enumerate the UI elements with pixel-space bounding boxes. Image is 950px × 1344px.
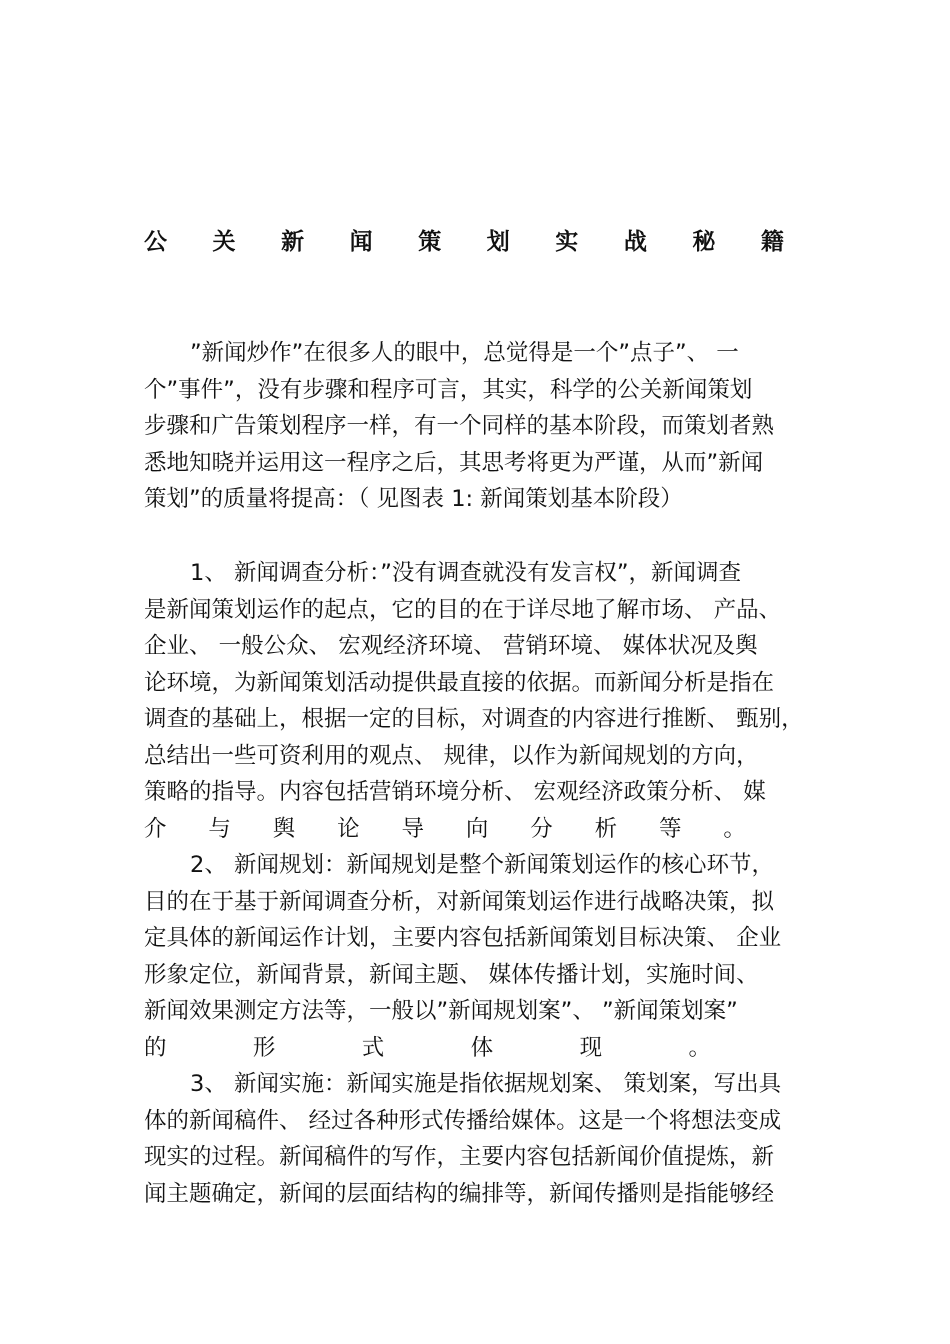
- paragraph-line: 3、 新闻实施：新闻实施是指依据规划案、 策划案，写出具: [190, 1071, 782, 1097]
- justified-char: 。: [688, 1034, 711, 1061]
- title-char: 闻: [349, 229, 373, 255]
- title-char: 秘: [692, 229, 716, 255]
- justified-char: 形: [252, 1034, 276, 1061]
- paragraph-line: 体的新闻稿件、 经过各种形式传播给媒体。这是一个将想法变成: [144, 1107, 782, 1134]
- paragraph-line: ”新闻炒作”在很多人的眼中，总觉得是一个”点子”、 一: [190, 340, 739, 366]
- paragraph-line: 现实的过程。新闻稿件的写作，主要内容包括新闻价值提炼，新: [144, 1144, 775, 1170]
- justified-char: 。: [723, 815, 746, 842]
- title-char: 关: [212, 229, 236, 255]
- title-char: 公: [144, 229, 167, 255]
- justified-char: 舆: [272, 815, 296, 842]
- paragraph-line: 1、 新闻调查分析：”没有调查就没有发言权”，新闻调查: [190, 560, 742, 586]
- paragraph-line: 目的在于基于新闻调查分析，对新闻策划运作进行战略决策，拟: [144, 888, 775, 915]
- justified-char: 论: [337, 815, 360, 842]
- justified-char: 析: [594, 815, 618, 842]
- paragraph-line: 定具体的新闻运作计划，主要内容包括新闻策划目标决策、 企业: [144, 925, 782, 951]
- intro-paragraph: [144, 335, 806, 518]
- title-char: 新: [281, 229, 305, 255]
- title-char: 实: [555, 229, 579, 255]
- paragraph-line: 闻主题确定，新闻的层面结构的编排等，新闻传播则是指能够经: [144, 1180, 775, 1207]
- paragraph-line: 调查的基础上，根据一定的目标，对调查的内容进行推断、 甄别，: [144, 706, 804, 732]
- paragraph-line-justified: [144, 811, 806, 848]
- paragraph-line: 总结出一些可资利用的观点、 规律，以作为新闻规划的方向，: [144, 742, 759, 769]
- title-char: 策: [418, 229, 442, 255]
- paragraph-line: 形象定位，新闻背景，新闻主题、 媒体传播计划，实施时间、: [144, 961, 759, 988]
- title-char: 划: [486, 229, 510, 255]
- section-3-paragraph: [144, 1066, 806, 1212]
- paragraph-line: 2、 新闻规划：新闻规划是整个新闻策划运作的核心环节，: [190, 852, 774, 878]
- title-char: 战: [623, 229, 647, 255]
- paragraph-line: 策略的指导。内容包括营销环境分析、 宏观经济政策分析、 媒: [144, 779, 766, 805]
- paragraph-line: 个”事件”，没有步骤和程序可言，其实，科学的公关新闻策划: [144, 376, 753, 403]
- justified-char: 分: [530, 815, 553, 842]
- title-char: 籍: [760, 229, 784, 255]
- paragraph-line: 策划”的质量将提高：（ 见图表 1: 新闻策划基本阶段）: [144, 486, 683, 512]
- justified-char: 式: [361, 1034, 385, 1061]
- justified-char: 与: [208, 815, 231, 842]
- paragraph-line: 企业、 一般公众、 宏观经济环境、 营销环境、 媒体状况及舆: [144, 633, 758, 659]
- section-2-paragraph: [144, 847, 806, 1066]
- justified-char: 等: [659, 815, 682, 842]
- justified-char: 向: [465, 815, 489, 842]
- paragraph-line: 新闻效果测定方法等，一般以”新闻规划案”、 ”新闻策划案”: [144, 998, 738, 1024]
- justified-char: 现: [579, 1034, 603, 1061]
- paragraph-line-justified: [144, 1030, 806, 1067]
- justified-char: 体: [470, 1034, 494, 1061]
- justified-char: 介: [144, 815, 167, 842]
- justified-char: 的: [144, 1034, 167, 1061]
- paragraph-line: 是新闻策划运作的起点，它的目的在于详尽地了解市场、 产品、: [144, 596, 782, 623]
- paragraph-line: 步骤和广告策划程序一样，有一个同样的基本阶段，而策划者熟: [144, 413, 775, 439]
- justified-char: 导: [401, 815, 425, 842]
- paragraph-line: 论环境，为新闻策划活动提供最直接的依据。而新闻分析是指在: [144, 669, 775, 696]
- document-title: [144, 226, 784, 258]
- section-1-paragraph: [144, 555, 806, 847]
- paragraph-line: 悉地知晓并运用这一程序之后，其思考将更为严谨，从而”新闻: [144, 449, 764, 476]
